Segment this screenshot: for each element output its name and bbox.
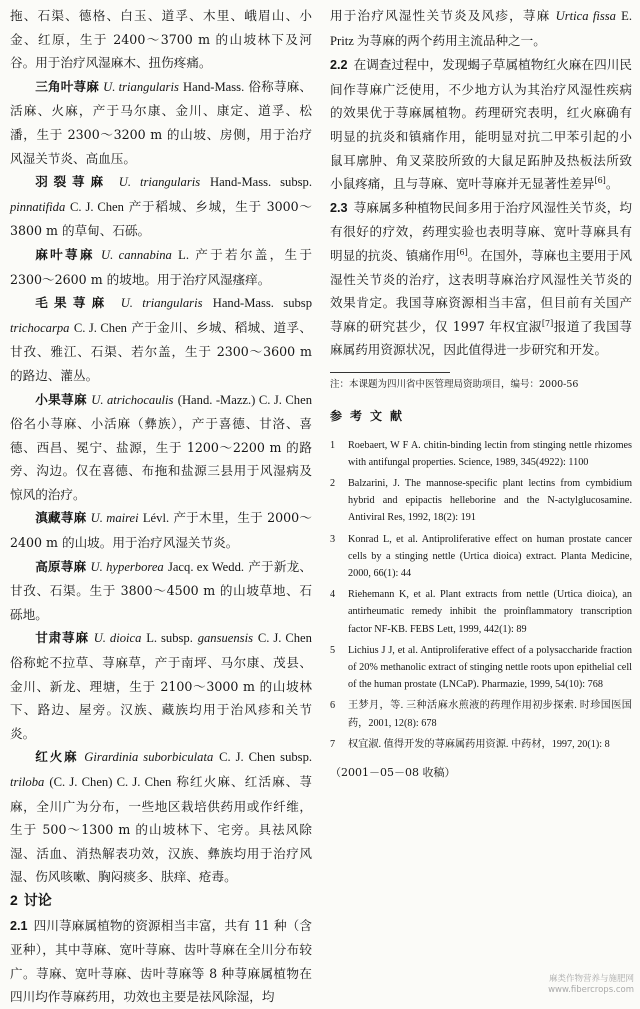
species-entry: 高原荨麻 U. hyperborea Jacq. ex Wedd. 产于新龙、甘孜、石渠。生于 3800～4500 m 的山坡草地、石砾地。 — [10, 558, 312, 622]
section-heading: 2 讨论 — [10, 891, 52, 909]
right-column — [330, 4, 632, 785]
reference-item: 6 王梦月，等. 三种活麻水煎液的药理作用初步探索. 时珍国医国药，2001, 12(8): 678 — [330, 700, 632, 729]
reference-list — [330, 437, 632, 753]
footnote-divider — [330, 372, 450, 373]
continued-paragraph: 用于治疗风湿性关节炎及风疹，荨麻 Urtica fissa E. Pritz 为荨麻的两个药用主流品种之一。 — [330, 8, 632, 48]
species-entry: 滇藏荨麻 U. mairei Lévl. 产于木里，生于 2000～2400 m 的山坡。用于治疗风湿关节炎。 — [10, 510, 312, 551]
species-entry: 甘肃荨麻 U. dioica L. subsp. gansuensis C. J. Chen 俗称蛇不拉草、荨麻草，产于南坪、马尔康、茂县、金川、新龙、理塘，生于 2100～3000 m 的山坡林下、路边、屋旁。汉族、藏族均用于治风疹和关节炎。 — [10, 630, 312, 741]
subsection-2-3: 2.3 荨麻属多种植物民间多用于治疗风湿性关节炎，均有很好的疗效，药理实验也表明荨麻、宽叶荨麻具有明显的抗炎、镇痛作用[6]。在国外，荨麻也主要用于风湿性关节炎的治疗，这表明荨麻治疗风湿性关节炎的效果肯定。我国荨麻资源相当丰富，但目前有关国产荨麻的研究甚少，仅 1997 年权宜淑[7]报道了我国荨麻属药用资源状况，因此值得进一步研究和开发。 — [330, 199, 633, 358]
species-entry: 三角叶荨麻 U. triangularis Hand-Mass. 俗称荨麻、活麻、火麻，产于马尔康、金川、康定、道孚、松潘，生于 2300～3200 m 的山坡、房侧，用于治疗风湿关节炎、高血压。 — [10, 78, 312, 166]
reference-item: 4 Riehemann K, et al. Plant extracts from nettle (Urtica dioica), an antirheumatic remedy inhibit the proinflammatory transcription factor NF-KB. FEBS Lett, 1999, 442(1): 89 — [330, 589, 632, 635]
reference-item: 2 Balzarini, J. The mannose-specific plant lectins from cymbidium hybrid and epipactis helleborine and the N-actylglucosamine. Antiviral Res, 1992, 18(2): 191 — [330, 477, 632, 524]
species-entry: 麻叶荨麻 U. cannabina L. 产于若尔盖，生于 2300～2600 m 的坡地。用于治疗风湿瘙痒。 — [10, 246, 313, 287]
opening-paragraph: 拖、石渠、德格、白玉、道孚、木里、峨眉山、小金、红原，生于 2400～3700 m 的山坡林下及河谷。用于治疗风湿麻木、扭伤疼痛。 — [10, 8, 312, 71]
species-entry: 羽裂荨麻 U. triangularis Hand-Mass. subsp. pinnatifida C. J. Chen 产于稻城、乡城，生于 3000～3800 m 的草甸、石砾。 — [10, 174, 312, 239]
species-entry: 红火麻 Girardinia suborbiculata C. J. Chen subsp. triloba (C. J. Chen) C. J. Chen 称红火麻、红活麻、荨麻，全川广为分布，一些地区栽培供药用或作纤维，生于 500～1300 m 的山坡林下、宅旁。具祛风除湿、活血、消热解表功效，汉族、彝族均用于治疗风湿、伤风咳嗽、胸闷痰多、肤痒、疮毒。 — [10, 749, 313, 885]
footnote: 注：本课题为四川省中医管理局资助项目，编号：2000-56 — [330, 378, 579, 390]
reference-item: 1 Roebaert, W F A. chitin-binding lectin from stinging nettle rhizomes with antifungal properties. Science, 1989, 345(4922): 1100 — [330, 439, 632, 468]
subsection-2-2: 2.2 在调查过程中，发现蝎子草属植物红火麻在四川民间作荨麻广泛使用，不少地方认为其治疗风湿性疾病的效果优于荨麻属植物。药理研究表明，红火麻确有明显的抗炎和镇痛作用，能明显对抗二甲苯引起的小鼠耳廓肿、角叉菜胶所致的大鼠足跖肿及热板法所致小鼠疼痛，且与荨麻、宽叶荨麻并无显著性差异[6]。 — [330, 57, 632, 192]
site-watermark: 麻类作物营养与施肥网 www.fibercrops.com — [548, 974, 634, 995]
species-entry: 毛果荨麻 U. triangularis Hand-Mass. subsp trichocarpa C. J. Chen 产于金川、乡城、稻城、道孚、甘孜、雅江、石渠、若尔盖，生于 2300～3600 m 的路边、灌丛。 — [10, 295, 312, 383]
citation: [6] — [594, 175, 606, 185]
reference-item: 7 权宜淑. 值得开发的荨麻属药用资源. 中药材，1997, 20(1): 8 — [330, 738, 610, 750]
left-column — [10, 4, 312, 1009]
species-entry: 小果荨麻 U. atrichocaulis (Hand. -Mazz.) C. J. Chen 俗名小荨麻、小活麻（彝族），产于喜德、甘洛、喜德、西昌、冕宁、盐源，生于 1200～2200 m 的路旁、沟边。仅在喜德、布拖和盐源三县用于风湿病及惊风的治疗。 — [10, 391, 312, 502]
references-heading: 参考文献 — [330, 408, 411, 423]
reference-item: 3 Konrad L, et al. Antiproliferative effect on human prostate cancer cells by a stinging nettle (Urtica dioica) extract. Planta Medicine, 2000, 66(1): 44 — [330, 533, 632, 579]
received-date: （2001－05－08 收稿） — [330, 765, 456, 779]
citation: [7] — [541, 318, 554, 328]
subsection-2-1: 2.1 四川荨麻属植物的资源相当丰富，共有 11 种（含亚种），其中荨麻、宽叶荨麻、齿叶荨麻在全川分布较广。荨麻、宽叶荨麻、齿叶荨麻等 8 种荨麻属植物在四川均作荨麻药用，功效也主要是祛风除湿，均 — [10, 917, 312, 1005]
reference-item: 5 Lichius J J, et al. Antiproliferative effect of a polysaccharide fraction of 20% methanolic extract of stinging nettle roots upon epithelial cell of the human prostate (LNCaP). Pharmazie, 1999, 54(10): 768 — [330, 644, 632, 691]
citation: [6] — [456, 247, 468, 257]
